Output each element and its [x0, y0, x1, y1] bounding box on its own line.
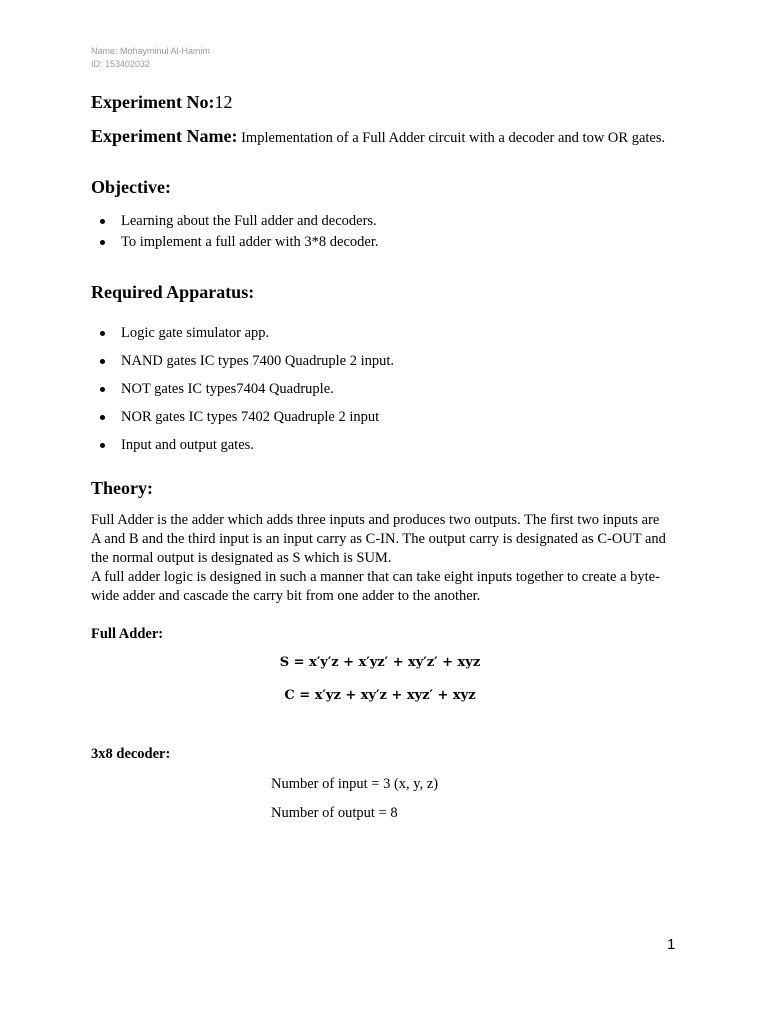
carry-formula: C = x′yz + xy′z + xyz′ + xyz	[284, 688, 476, 703]
list-item: To implement a full adder with 3*8 decoder.	[91, 232, 379, 253]
student-id: ID: 153402032	[91, 59, 151, 69]
experiment-name-value: Implementation of a Full Adder circuit with a decoder and tow OR gates.	[237, 130, 666, 146]
theory-body	[91, 511, 671, 606]
document-header	[91, 45, 210, 71]
apparatus-list	[91, 323, 394, 463]
experiment-name	[91, 126, 671, 149]
apparatus-heading: Required Apparatus:	[91, 282, 255, 302]
decoder-heading: 3x8 decoder:	[91, 746, 171, 762]
experiment-number-label: Experiment No:	[91, 92, 215, 112]
sum-formula: S = x′y′z + x′yz′ + xy′z′ + xyz	[279, 655, 481, 670]
objective-list	[91, 211, 379, 253]
list-item: Input and output gates.	[91, 435, 394, 456]
experiment-name-label: Experiment Name:	[91, 126, 238, 146]
list-item: NOT gates IC types7404 Quadruple.	[91, 379, 394, 400]
theory-paragraph: A full adder logic is designed in such a manner that can take eight inputs together to create a byte-wide adder and cascade the carry bit from one adder to the another.	[91, 569, 660, 604]
student-name: Name: Mohayminul Al-Hamim	[91, 46, 211, 56]
experiment-number-value: 12	[214, 92, 233, 112]
list-item: NAND gates IC types 7400 Quadruple 2 input.	[91, 351, 394, 372]
experiment-number	[91, 92, 232, 113]
theory-heading: Theory:	[91, 478, 153, 498]
page-number: 1	[667, 936, 676, 953]
list-item: NOR gates IC types 7402 Quadruple 2 input	[91, 407, 394, 428]
decoder-outputs: Number of output = 8	[271, 805, 398, 821]
full-adder-heading: Full Adder:	[91, 626, 164, 642]
list-item: Learning about the Full adder and decoders.	[91, 211, 379, 232]
theory-paragraph: Full Adder is the adder which adds three inputs and produces two outputs. The first two inputs are A and B and the third input is an input carry as C-IN. The output carry is designated as C-OUT and the normal output is designated as S which is SUM.	[91, 512, 666, 566]
list-item: Logic gate simulator app.	[91, 323, 394, 344]
decoder-inputs: Number of input = 3 (x, y, z)	[271, 776, 439, 792]
objective-heading: Objective:	[91, 177, 171, 197]
